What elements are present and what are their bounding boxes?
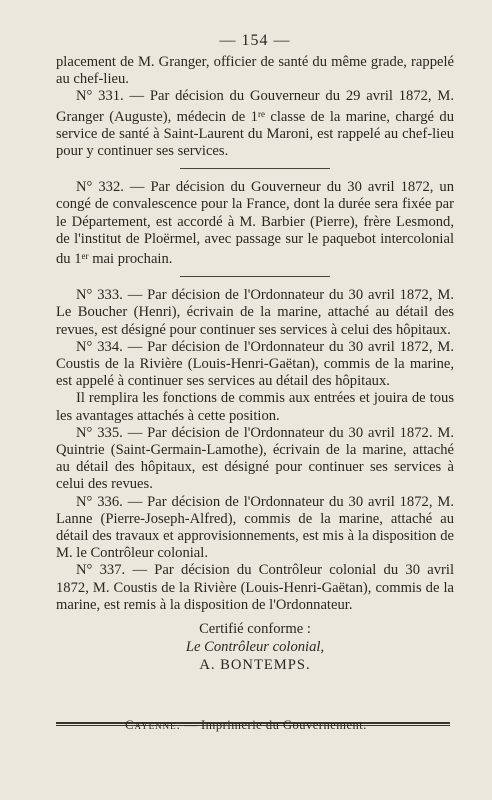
section-rule (180, 276, 330, 277)
section-rule (180, 168, 330, 169)
decision-336: N° 336. — Par décision de l'Ordonnateur du 30 avril 1872, M. Lanne (Pierre-Joseph-Alfred), commis de la marine, attaché au détail des travaux et approvisionnements, est mis à la disposition de M. le Contrôleur colonial. (56, 493, 454, 562)
controller-title: Le Contrôleur colonial, (185, 639, 325, 656)
decision-332-sup: er (81, 251, 89, 262)
decision-331 (56, 88, 454, 160)
decision-331-text-b: classe de la marine, chargé du service de santé à Saint-Laurent du Maroni, est rappelé au chef-lieu pour y continuer ses services. (56, 108, 454, 160)
decision-332-text-b: mai prochain. (88, 251, 173, 268)
certification-block (56, 620, 454, 674)
decision-337: N° 337. — Par décision du Contrôleur colonial du 30 avril 1872, M. Coustis de la Rivière (Louis-Henri-Gaëtan), commis de la marine, est remis à la disposition de l'Ordonnateur. (56, 562, 454, 613)
decision-332 (56, 179, 454, 268)
footer-city: Cayenne. (125, 718, 181, 732)
decision-334-continuation: Il remplira les fonctions de commis aux entrées et jouira de tous les avantages attachés à cette position. (56, 390, 454, 424)
decision-334: N° 334. — Par décision de l'Ordonnateur du 30 avril 1872, M. Coustis de la Rivière (Louis-Henri-Gaëtan), commis de la marine, est appelé à continuer ses services au détail des hôpitaux. (56, 338, 454, 390)
decision-335: N° 335. — Par décision de l'Ordonnateur du 30 avril 1872. M. Quintrie (Saint-Germain-Lamothe), écrivain de la marine, attaché au détail des hôpitaux, est désigné pour continuer ses services à celui des revues. (56, 424, 454, 493)
footer-printer: — Imprimerie du Gouvernement. (180, 718, 367, 732)
decision-331-sup: re (257, 108, 265, 119)
signature-name: A. BONTEMPS. (199, 657, 311, 674)
decision-332-text-a: N° 332. — Par décision du Gouverneur du 30 avril 1872, un congé de convalescence pour la France, dont la durée sera fixée par le Département, est accordé à M. Barbier (Pierre), frère Lesmond, de l'institut de Ploërmel, avec passage sur le paquebot intercolonial du 1 (56, 179, 454, 268)
decision-331-text-a: N° 331. — Par décision du Gouverneur du 29 avril 1872, M. Granger (Auguste), médecin de 1 (56, 88, 454, 125)
printer-footer (0, 718, 492, 733)
decision-333: N° 333. — Par décision de l'Ordonnateur du 30 avril 1872, M. Le Boucher (Henri), écrivain de la marine, attaché au détail des revues, est désigné pour continuer ses services à celui des hôpitaux. (56, 287, 454, 338)
intro-paragraph: placement de M. Granger, officier de santé du même grade, rappelé au chef-lieu. (56, 54, 454, 88)
page-number: — 154 — (219, 32, 291, 49)
certification-line: Certifié conforme : (199, 621, 311, 638)
